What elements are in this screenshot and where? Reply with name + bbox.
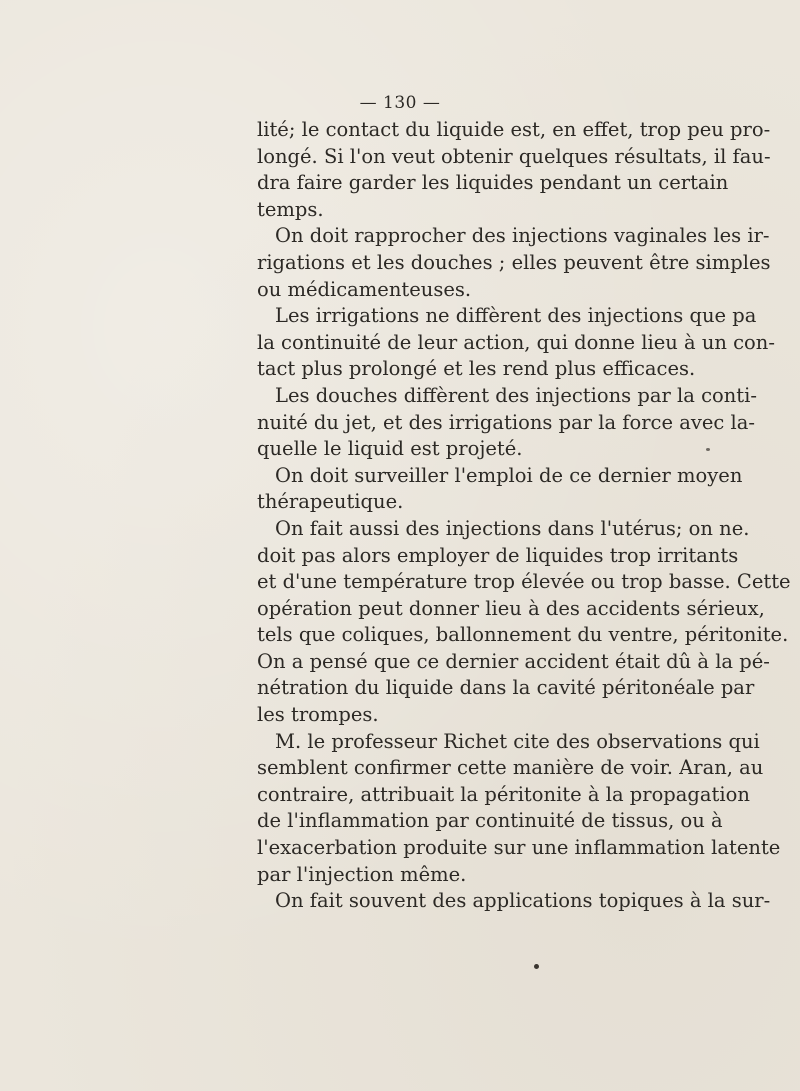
text-line: On fait aussi des injections dans l'utérus; on ne. — [275, 516, 750, 540]
text-line: l'exacerbation produite sur une inflammation latente — [257, 836, 781, 860]
text-line: et d'une température trop élevée ou trop basse. Cette — [257, 570, 791, 594]
text-line: dra faire garder les liquides pendant un certain — [257, 171, 729, 195]
text-line: Les douches diffèrent des injections par la conti- — [275, 383, 757, 407]
text-line: ou médicamenteuses. — [257, 277, 472, 301]
text-line: rigations et les douches ; elles peuvent être simples — [257, 250, 771, 274]
text-line: par l'injection même. — [257, 862, 467, 886]
text-line: tels que coliques, ballonnement du ventre, péritonite. — [257, 623, 789, 647]
text-line: contraire, attribuait la péritonite à la propagation — [257, 782, 750, 806]
text-line: nétration du liquide dans la cavité péritonéale par — [257, 676, 755, 700]
text-line: lité; le contact du liquide est, en effet, trop peu pro- — [257, 118, 771, 141]
page-number: — 130 — — [359, 93, 441, 113]
ink-spot — [534, 964, 539, 969]
text-line: doit pas alors employer de liquides trop irritants — [257, 543, 739, 567]
text-line: On fait souvent des applications topiques à la sur- — [275, 889, 771, 913]
text-line: On a pensé que ce dernier accident était dû à la pé- — [257, 649, 770, 673]
text-line: la continuité de leur action, qui donne lieu à un con- — [257, 330, 775, 354]
text-line: M. le professeur Richet cite des observations qui — [275, 729, 760, 753]
text-line: Les irrigations ne diffèrent des injections que pa — [275, 304, 757, 328]
text-line: opération peut donner lieu à des accidents sérieux, — [257, 596, 765, 620]
text-line: quelle le liquid est projeté. — [257, 437, 523, 461]
text-line: les trompes. — [257, 703, 379, 727]
body-text — [257, 117, 791, 915]
text-line: On doit surveiller l'emploi de ce dernier moyen — [275, 463, 743, 487]
text-line: longé. Si l'on veut obtenir quelques résultats, il fau- — [257, 144, 771, 168]
text-line: temps. — [257, 197, 324, 221]
text-line: nuité du jet, et des irrigations par la force avec la- — [257, 410, 755, 434]
text-line: On doit rapprocher des injections vaginales les ir- — [275, 224, 770, 248]
text-line: thérapeutique. — [257, 490, 404, 514]
text-line: semblent confirmer cette manière de voir. Aran, au — [257, 756, 764, 780]
ink-spot — [706, 448, 710, 451]
text-line: de l'inflammation par continuité de tissus, ou à — [257, 809, 723, 833]
text-line: tact plus prolongé et les rend plus efficaces. — [257, 357, 696, 381]
